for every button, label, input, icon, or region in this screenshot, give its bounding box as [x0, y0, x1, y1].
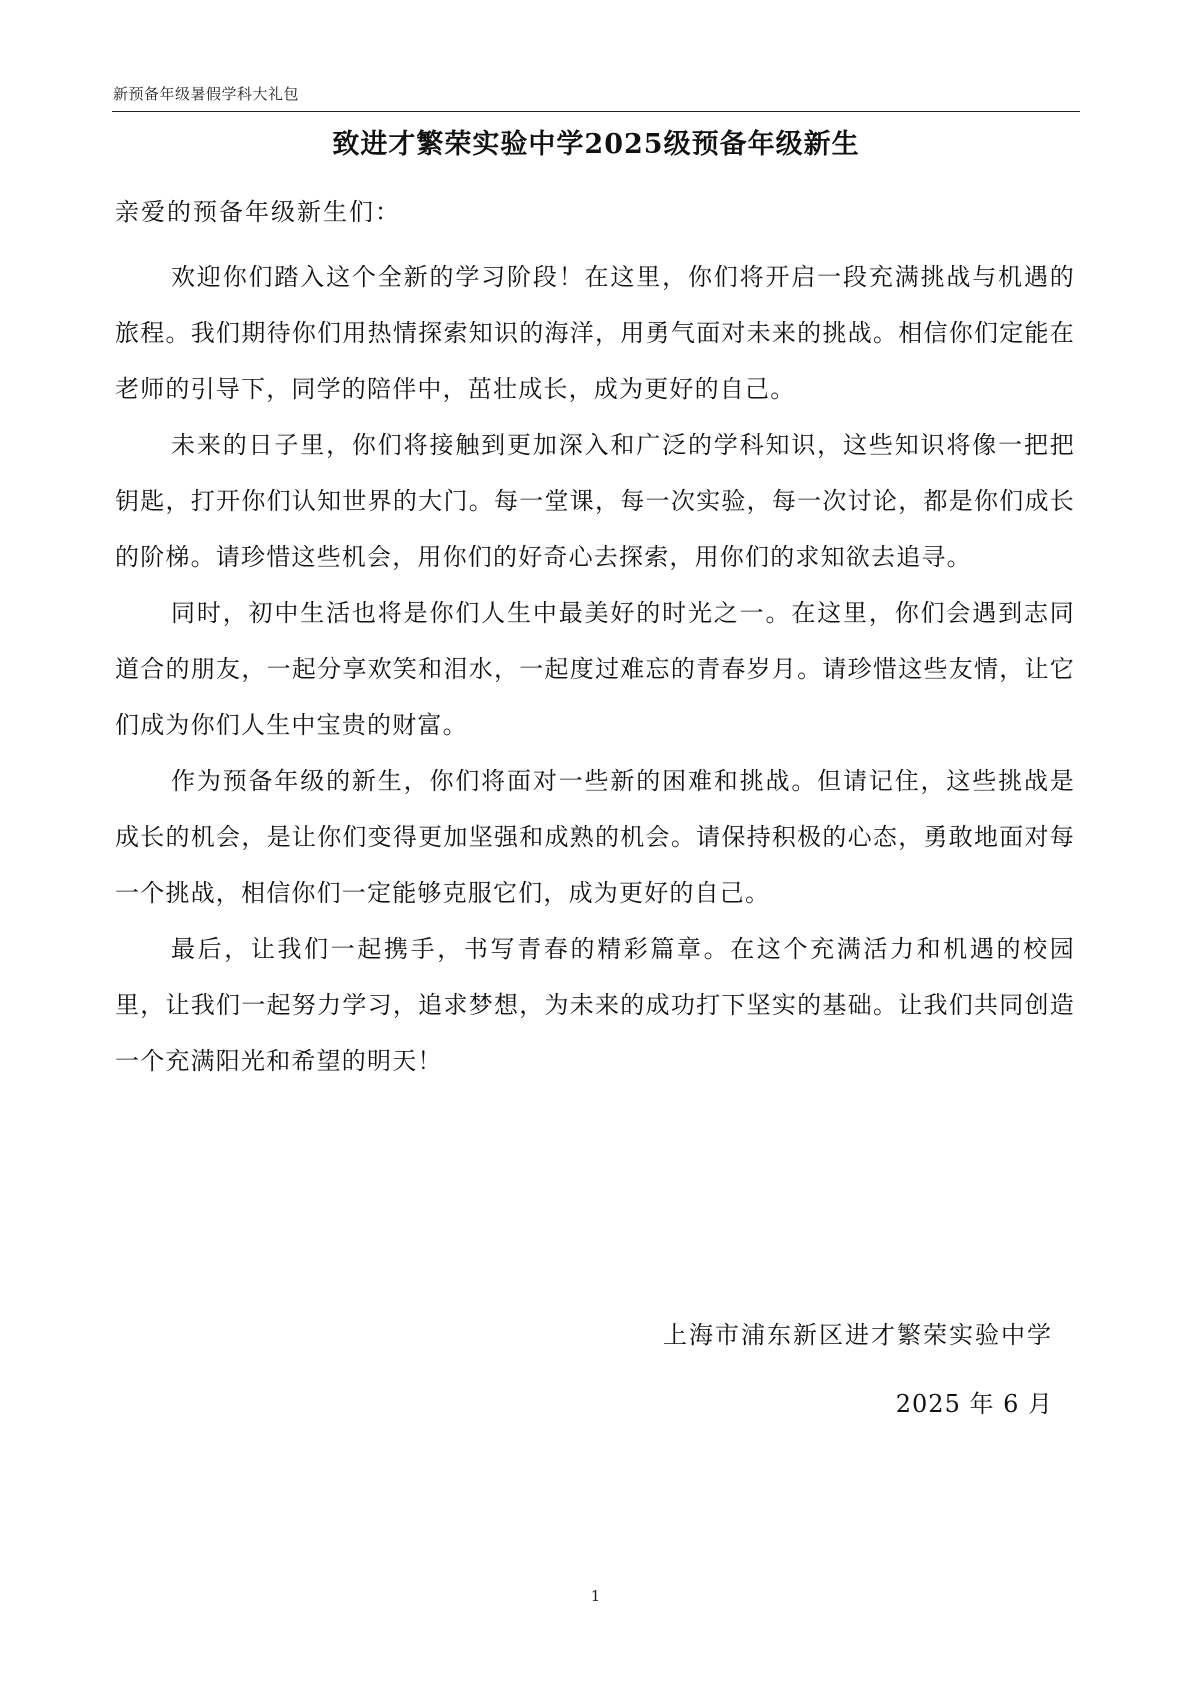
- letter-salutation: 亲爱的预备年级新生们：: [115, 198, 401, 226]
- paragraph-closing: 最后，让我们一起携手，书写青春的精彩篇章。在这个充满活力和机遇的校园里，让我们一起努力学习，追求梦想，为未来的成功打下坚实的基础。让我们共同创造一个充满阳光和希望的明天！: [115, 935, 1075, 1075]
- paragraph-friendship: 同时，初中生活也将是你们人生中最美好的时光之一。在这里，你们会遇到志同道合的朋友，一起分享欢笑和泪水，一起度过难忘的青春岁月。请珍惜这些友情，让它们成为你们人生中宝贵的财富。: [115, 599, 1075, 739]
- page-number: 1: [590, 1587, 601, 1605]
- running-header: 新预备年级暑假学科大礼包: [113, 85, 300, 103]
- letter-body: [115, 249, 1075, 1089]
- header-divider: [112, 111, 1080, 112]
- letter-date: 2025 年 6 月: [895, 1390, 1053, 1418]
- letter-title: 致进才繁荣实验中学2025级预备年级新生: [332, 129, 860, 160]
- letter-signature: 上海市浦东新区进才繁荣实验中学: [663, 1321, 1053, 1349]
- paragraph-welcome: 欢迎你们踏入这个全新的学习阶段！在这里，你们将开启一段充满挑战与机遇的旅程。我们期待你们用热情探索知识的海洋，用勇气面对未来的挑战。相信你们定能在老师的引导下，同学的陪伴中，茁壮成长，成为更好的自己。: [115, 263, 1075, 403]
- paragraph-challenges: 作为预备年级的新生，你们将面对一些新的困难和挑战。但请记住，这些挑战是成长的机会，是让你们变得更加坚强和成熟的机会。请保持积极的心态，勇敢地面对每一个挑战，相信你们一定能够克服它们，成为更好的自己。: [115, 767, 1075, 907]
- paragraph-knowledge: 未来的日子里，你们将接触到更加深入和广泛的学科知识，这些知识将像一把把钥匙，打开你们认知世界的大门。每一堂课，每一次实验，每一次讨论，都是你们成长的阶梯。请珍惜这些机会，用你们的好奇心去探索，用你们的求知欲去追寻。: [115, 431, 1075, 571]
